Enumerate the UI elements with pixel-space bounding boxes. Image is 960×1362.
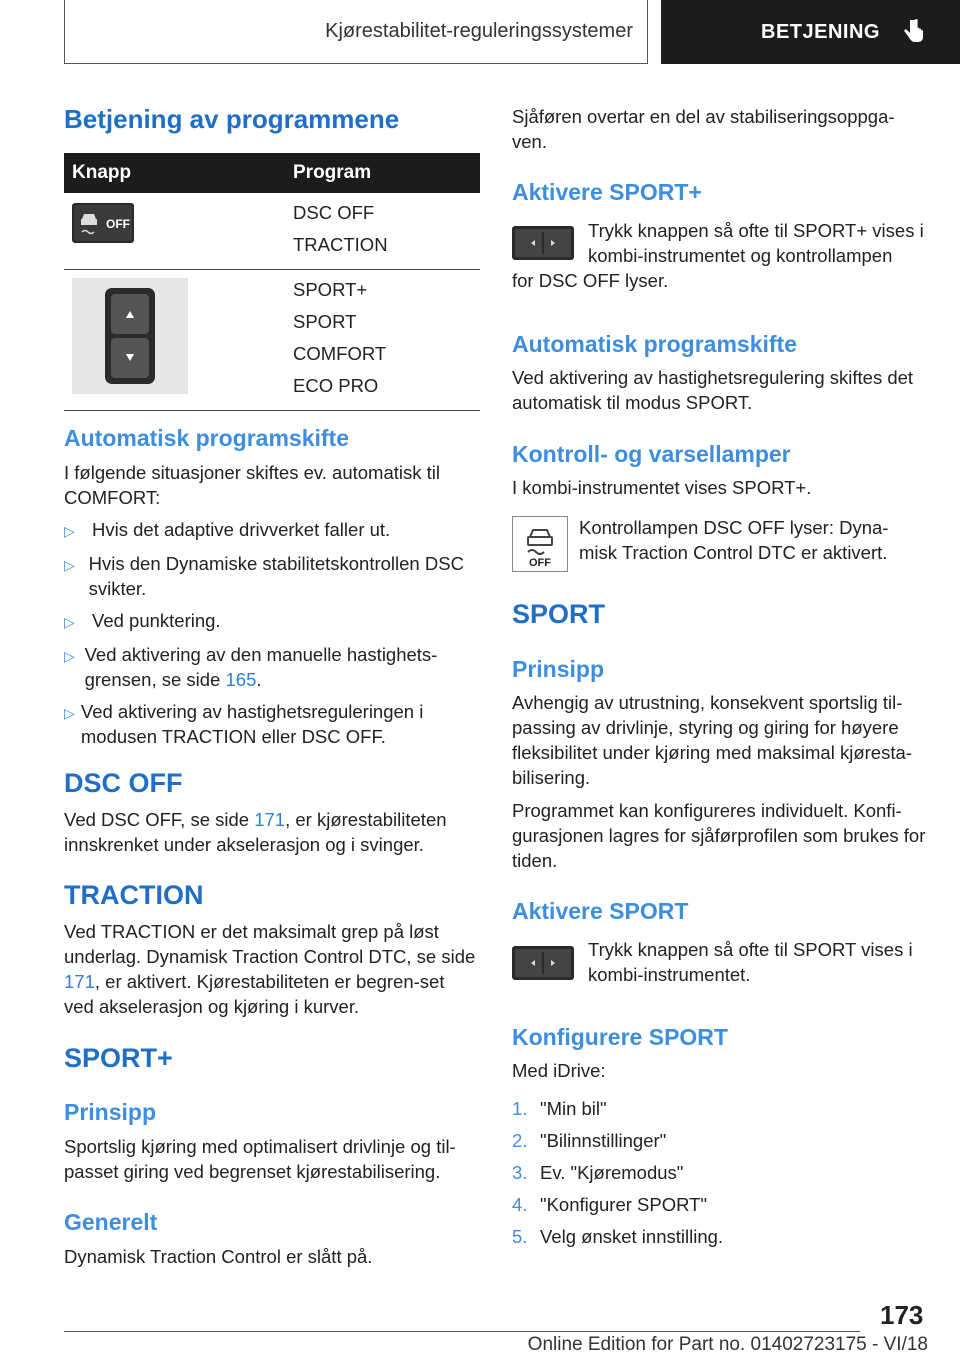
list-item: ▷ Ved punktering. [64,610,221,631]
list-item: ▷ Hvis det adaptive drivverket faller ut. [64,519,391,540]
program-eco-pro: ECO PRO [293,375,379,396]
sport-button-icon [512,226,574,260]
page-link-171b[interactable]: 171 [64,971,95,992]
kontroll-text: I kombi-instrumentet vises SPORT+. [512,477,812,498]
prinsipp-text-left: Sportslig kjøring med optimalisert drivlinje og til-passet giring ved begrenset kjørestabilisering. [64,1136,456,1182]
page-link-165[interactable]: 165 [225,669,257,690]
intro-text-right: Sjåføren overtar en del av stabiliseringsoppga-ven. [512,106,895,152]
aktivere-sport-plus-text-2: for DSC OFF lyser. [512,270,669,291]
aktivere-sport-text: Trykk knappen så ofte til SPORT vises i kombi-instrumentet. [588,939,913,985]
table-header-program: Program [285,153,480,193]
heading-prinsipp-left: Prinsipp [64,1099,157,1125]
header-chapter-title: BETJENING [761,20,880,43]
sport-button-icon-2 [512,946,574,980]
list-item: ▷ Hvis den Dynamiske stabilitetskontrollen DSC svikter. [64,553,464,599]
heading-aktivere-sport: Aktivere SPORT [512,898,689,924]
generelt-text: Dynamisk Traction Control er slått på. [64,1246,373,1267]
heading-auto-right: Automatisk programskifte [512,331,798,357]
program-sport: SPORT [293,311,357,332]
table-header-knapp: Knapp [64,153,285,193]
hand-pointer-icon [902,18,926,46]
dsc-off-text: Ved DSC OFF, se side 171, er kjørestabiliteten innskrenket under akselerasjon og i svinger. [64,809,447,855]
heading-generelt: Generelt [64,1209,158,1235]
heading-sport: SPORT [512,599,606,629]
prinsipp-text-right: Avhengig av utrustning, konsekvent sportslig til-passing av drivlinje, styring og giring for høyere fleksibilitet under kjøring med maksimal kjøresta-bilisering. [512,692,912,788]
list-item: 2. "Bilinnstillinger" [512,1130,667,1151]
heading-aktivere-sport-plus: Aktivere SPORT+ [512,179,702,205]
lamp-off-label: OFF [529,557,551,569]
running-header-chapter [661,0,960,64]
heading-traction: TRACTION [64,880,204,910]
auto-text-right: Ved aktivering av hastighetsregulering skiftes det automatisk til modus SPORT. [512,367,914,413]
steps-list [512,1096,928,1249]
footer-divider [64,1331,860,1332]
heading-dsc-off: DSC OFF [64,768,183,798]
program-comfort: COMFORT [293,343,387,364]
konfigurere-text: Med iDrive: [512,1060,606,1081]
heading-konfigurere-sport: Konfigurere SPORT [512,1024,728,1050]
icon-off-label: OFF [106,217,130,231]
table-row [64,270,480,411]
program-config-text: Programmet kan konfigureres individuelt. Konfi-gurasjonen lagres for sjåførprofilen som brukes for tiden. [512,800,926,871]
rocker-switch-icon [72,278,188,394]
heading-kontroll: Kontroll- og varsellamper [512,441,791,467]
program-dsc-off: DSC OFF [293,202,375,223]
list-item: 3. Ev. "Kjøremodus" [512,1162,684,1183]
section-title-betjening: Betjening av programmene [64,104,400,134]
table-row [64,193,480,270]
program-table [64,153,480,411]
bullet-list [64,517,474,749]
dsc-off-lamp-icon [512,516,568,572]
heading-sport-plus: SPORT+ [64,1043,173,1073]
footer-edition: Online Edition for Part no. 01402723175 - VI/18 [527,1334,928,1355]
list-item: 1. "Min bil" [512,1098,607,1119]
dsc-off-button-icon [72,203,134,243]
traction-text: Ved TRACTION er det maksimalt grep på løst underlag. Dynamisk Traction Control DTC, se side 171, er aktivert. Kjørestabiliteten er begren-set ved akselerasjon og kjøring i kurver. [64,921,476,1017]
page-link-171[interactable]: 171 [254,809,286,830]
header-section-title: Kjørestabilitet-reguleringssystemer [325,20,633,42]
auto-text-left: I følgende situasjoner skiftes ev. automatisk til COMFORT: [64,462,440,508]
list-item: 4. "Konfigurer SPORT" [512,1194,708,1215]
program-sport-plus: SPORT+ [293,279,368,300]
heading-auto-left: Automatisk programskifte [64,425,350,451]
list-item: 5. Velg ønsket innstilling. [512,1226,724,1247]
program-traction: TRACTION [293,234,388,255]
list-item: ▷ Ved aktivering av hastighetsreguleringen i modusen TRACTION eller DSC OFF. [64,701,424,747]
running-header-section [64,0,648,64]
heading-prinsipp-right: Prinsipp [512,656,605,682]
list-item: ▷ Ved aktivering av den manuelle hastighets-grensen, se side 165. [64,644,438,690]
page-number: 173 [880,1300,924,1330]
aktivere-sport-plus-text: Trykk knappen så ofte til SPORT+ vises i kombi-instrumentet og kontrollampen [588,220,924,266]
kontroll-lamp-text: Kontrollampen DSC OFF lyser: Dyna-misk Traction Control DTC er aktivert. [579,517,889,563]
